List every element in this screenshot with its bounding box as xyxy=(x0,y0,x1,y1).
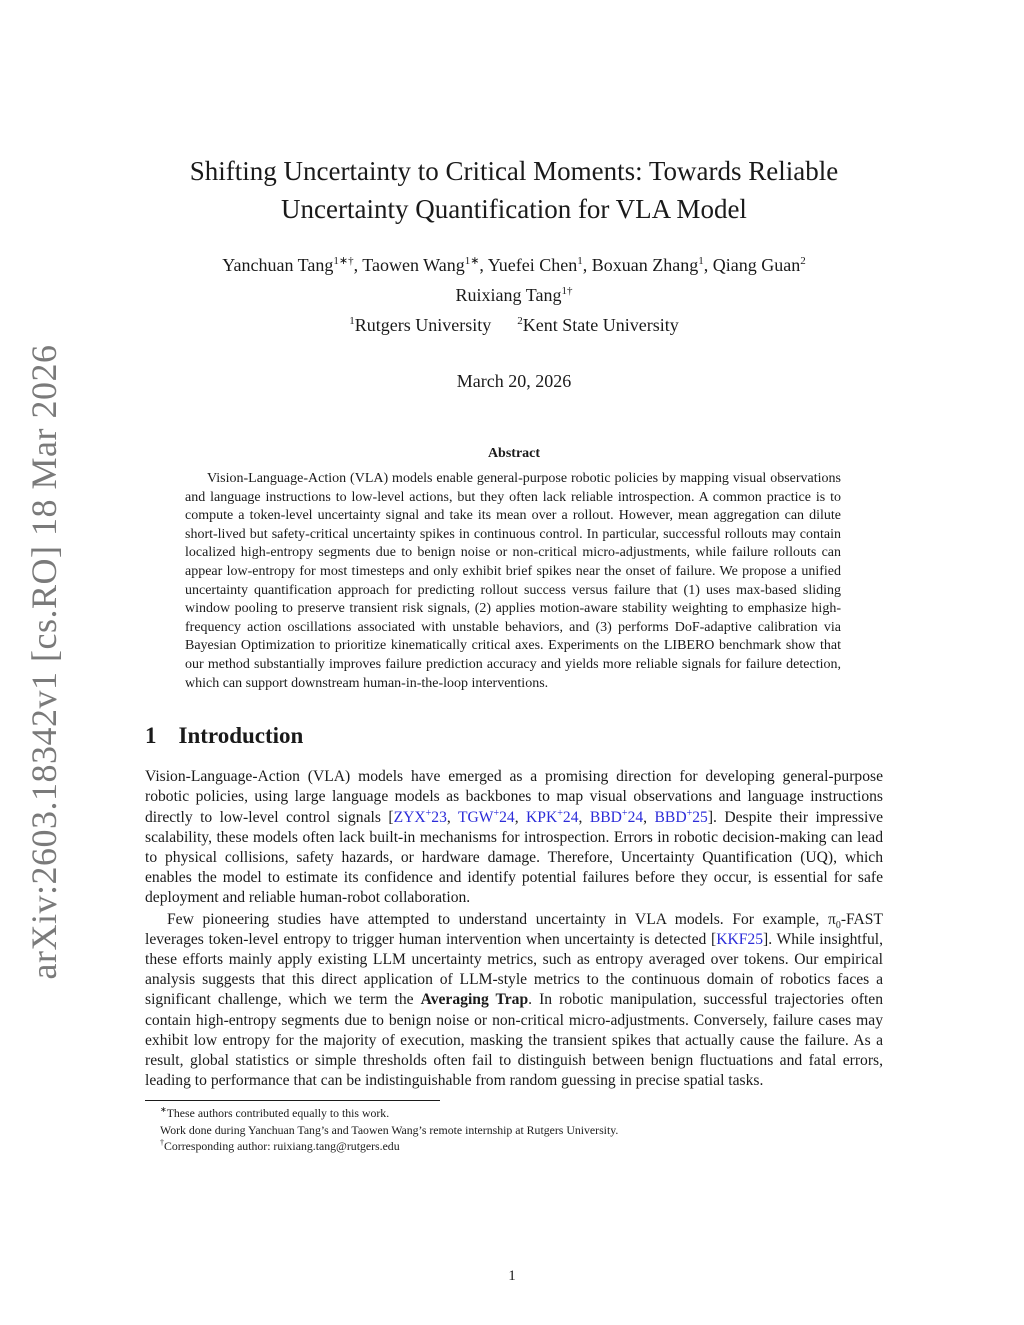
title-line-1: Shifting Uncertainty to Critical Moments: Towards Reliable xyxy=(189,156,839,186)
citation-link[interactable]: ZYX+23 xyxy=(393,807,447,826)
paper-date: March 20, 2026 xyxy=(456,371,572,391)
paper-page xyxy=(145,152,883,1155)
author-mark: 1† xyxy=(561,285,573,297)
bold-term: Averaging Trap xyxy=(420,991,529,1009)
author-name: Yuefei Chen xyxy=(487,255,578,275)
intro-paragraph-2 xyxy=(145,910,883,1092)
title-line-2: Uncertainty Quantification for VLA Model xyxy=(281,194,747,224)
paper-title xyxy=(145,152,883,228)
page-number: 1 xyxy=(508,1268,516,1284)
arxiv-identifier: arXiv:2603.18342v1 [cs.RO] 18 Mar 2026 xyxy=(24,344,64,980)
affiliation-mark: 2 xyxy=(517,315,523,327)
section-title: Introduction xyxy=(178,723,304,749)
paragraph-text: Few pioneering studies have attempted to understand uncertainty in VLA models. For example, π xyxy=(167,910,836,928)
author-mark: 1 xyxy=(577,255,583,267)
author-name: Qiang Guan xyxy=(712,255,801,275)
paragraph-text: . In robotic manipulation, successful trajectories often contain high-entropy segments due to benign noise or non-critical micro-adjustments. Conversely, failure cases may exhibit low entropy for the majority of execution, masking the transient spikes that actually cause the failure. As a result, global statistics or simple thresholds often fail to distinguish between benign fluctuations and fatal errors, leading to performance that can be indistinguishable from random guessing in precise spatial tasks. xyxy=(145,991,883,1090)
paragraph-text: -FAST leverages token-level entropy to trigger human intervention when uncertainty is detected [ xyxy=(145,910,883,948)
citation-link[interactable]: BBD+24 xyxy=(589,807,644,826)
footnote-rule xyxy=(145,1100,440,1101)
paragraph-text: ]. While insightful, these efforts mainly apply existing LLM uncertainty metrics, such as entropy averaged over tokens. Our empirical analysis suggests that this direct application of LLM-style metrics to the continuous domain of robotics faces a significant challenge, which we term the xyxy=(145,930,883,1009)
paragraph-text: ]. Despite their impressive scalability, these models often lack built-in mechanisms for introspection. Errors in robotic decision-making can lead to physical collisions, safety hazards, or hardware damage. Therefore, Uncertainty Quantification (UQ), which enables the model to estimate its confidence and identify potential failures before they occur, is essential for safe deployment and reliable human-robot collaboration. xyxy=(145,808,884,907)
citation-link[interactable]: TGW+24 xyxy=(457,807,515,826)
author-mark: 1∗ xyxy=(464,255,480,267)
abstract-text: Vision-Language-Action (VLA) models enable general-purpose robotic policies by mapping visual observations and language instructions to low-level actions, but they often lack reliable introspection. A common practice is to compute a token-level uncertainty signal and take its mean over a rollout. However, mean aggregation can dilute short-lived but safety-critical uncertainty spikes in continuous control. In particular, successful rollouts may contain localized high-entropy segments due to benign noise or non-critical micro-adjustments, while failure rollouts can appear low-entropy for most timesteps and only exhibit brief spikes near the onset of failure. We propose a unified uncertainty quantification approach for predicting rollout success versus failure that (1) uses max-based sliding window pooling to preserve transient risk signals, (2) applies motion-aware stability weighting to emphasize high-frequency action oscillations associated with unstable behaviors, and (3) performs DoF-adaptive calibration via Bayesian Optimization to prioritize kinematically critical axes. Experiments on the LIBERO benchmark show that our method substantially improves failure prediction accuracy and yields more reliable signals for failure detection, which can support downstream human-in-the-loop interventions. xyxy=(185,471,841,691)
footnotes xyxy=(145,1105,883,1154)
section-heading xyxy=(145,723,883,749)
footnote: Work done during Yanchuan Tang’s and Taowen Wang’s remote internship at Rutgers University. xyxy=(160,1122,619,1137)
section-number: 1 xyxy=(145,723,157,749)
author-name: Taowen Wang xyxy=(362,255,465,275)
author-list: Yanchuan Tang$^{1∗\dagger}$, Taowen Wang$^{1∗}$, Yuefei Chen$^1$, Boxuan Zhang$^1$, Qiang Guan$^2$ Ruixiang Tang$^{1\dagger}$ xyxy=(222,255,806,305)
affiliations xyxy=(145,310,883,340)
author-name: Yanchuan Tang xyxy=(222,255,334,275)
paragraph-text: Vision-Language-Action (VLA) models have emerged as a promising direction for developing general-purpose robotic policies, using large language models as backbones to map visual observations and language instructions directly to low-level control signals [ xyxy=(145,768,883,826)
affiliation-name: Rutgers University xyxy=(354,315,492,335)
author-mark: 2 xyxy=(800,255,806,267)
author-mark: 1 xyxy=(698,255,704,267)
footnote: †Corresponding author: ruixiang.tang@rutgers.edu xyxy=(160,1138,400,1154)
abstract-heading: Abstract xyxy=(487,446,541,461)
citation-link[interactable]: KKF25 xyxy=(716,930,764,948)
author-mark: 1∗† xyxy=(333,255,354,267)
affiliation-mark: 1 xyxy=(349,315,355,327)
citation-link[interactable]: BBD+25 xyxy=(654,807,708,826)
intro-paragraph-1: Vision-Language-Action (VLA) models have emerged as a promising direction for developing general-purpose robotic policies, using large language models as backbones to map visual observations and language instructions directly to low-level control signals [ZYX+23, TGW+24, KPK+24, BBD+24, BBD+25]. Despite their impressive scalability, these models often lack built-in mechanisms for introspection. Errors in robotic decision-making can lead to physical collisions, safety hazards, or hardware damage. Therefore, Uncertainty Quantification (UQ), which enables the model to estimate its confidence and identify potential failures before they occur, is essential for safe deployment and reliable human-robot collaboration. xyxy=(145,768,884,907)
citation-link[interactable]: KPK+24 xyxy=(526,807,579,826)
author-name: Boxuan Zhang xyxy=(591,255,699,275)
footnote: ∗These authors contributed equally to this work. xyxy=(160,1105,390,1121)
affiliation-name: Kent State University xyxy=(522,315,679,335)
author-name: Ruixiang Tang xyxy=(455,285,562,305)
pi-subscript: 0 xyxy=(835,919,841,931)
